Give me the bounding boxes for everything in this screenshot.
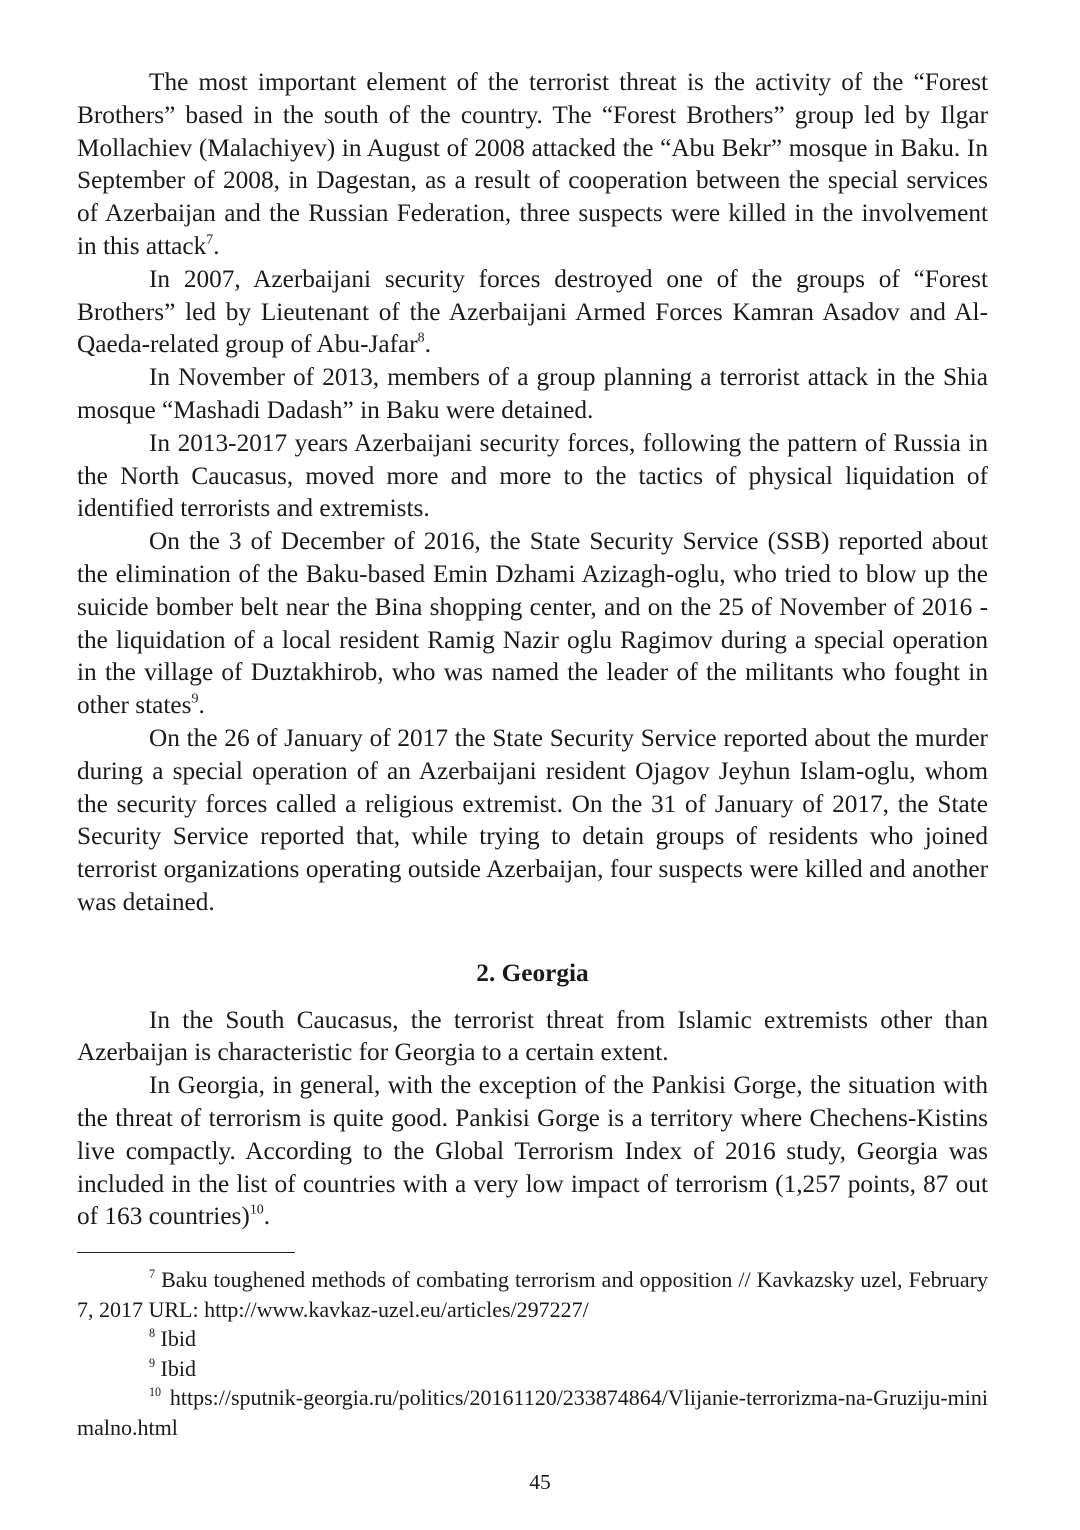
page-number: 45 xyxy=(529,1470,551,1494)
footnote-7 xyxy=(77,1265,988,1324)
footnote-number: 10 xyxy=(149,1384,162,1399)
paragraph-end: . xyxy=(424,330,431,359)
footnote-9 xyxy=(77,1354,988,1384)
paragraph-end: . xyxy=(213,231,220,260)
paragraph-6: On the 26 of January of 2017 the State Security Service reported about the murder during a special operation of an Azerbaijani resident Ojagov Jeyhun Islam-oglu, whom the security forces called a religious extremist. On the 31 of January of 2017, the State Security Service reported that, while trying to detain groups of residents who joined terrorist organizations operating outside Azerbaijan, four suspects were killed and another was detained. xyxy=(77,723,988,916)
footnote-number: 8 xyxy=(149,1325,156,1340)
paragraph-4: In 2013-2017 years Azerbaijani security forces, following the pattern of Russia in the North Caucasus, moved more and more to the tactics of physical liquidation of identified terrorists and extremists. xyxy=(77,428,988,523)
footnote-10 xyxy=(77,1383,988,1442)
paragraph-7: In the South Caucasus, the terrorist threat from Islamic extremists other than Azerbaijan is characteristic for Georgia to a certain extent. xyxy=(77,1005,988,1067)
footnote-8 xyxy=(77,1324,988,1354)
footnote-text: Ibid xyxy=(155,1326,196,1351)
footnote-separator xyxy=(77,1252,295,1253)
main-text xyxy=(77,66,988,1233)
paragraph-8 xyxy=(77,1069,988,1233)
paragraph-text: On the 3 of December of 2016, the State Security Service (SSB) reported about the elimination of the Baku-based Emin Dzhami Azizagh-oglu, who tried to blow up the suicide bomber belt near the Bina shopping center, and on the 25 of November of 2016 - the liquidation of a local resident Ramig Nazir oglu Ragimov during a special operation in the village of Duztakhirob, who was named the leader of the militants who fought in other states xyxy=(77,527,988,720)
paragraph-text: In 2007, Azerbaijani security forces destroyed one of the groups of “Forest Brothers” led by Lieutenant of the Azerbaijani Armed Forces Kamran Asadov and Al-Qaeda-related group of Abu-Jafar xyxy=(77,264,988,359)
paragraph-3: In November of 2013, members of a group planning a terrorist attack in the Shia mosque “Mashadi Dadash” in Baku were detained. xyxy=(77,363,988,424)
paragraph-text: In Georgia, in general, with the exception of the Pankisi Gorge, the situation with the threat of terrorism is quite good. Pankisi Gorge is a territory where Chechens-Kistins live compactly. According to the Global Terrorism Index of 2016 study, Georgia was included in the list of countries with a very low impact of terrorism (1,257 points, 87 out of 163 countries) xyxy=(77,1071,988,1231)
paragraph-2 xyxy=(77,263,988,361)
footnote-ref[interactable]: 10 xyxy=(249,1202,264,1218)
footnote-number: 7 xyxy=(149,1266,156,1281)
footnote-link[interactable]: https://sputnik-georgia.ru/politics/20161120/233874864/Vlijanie-terrorizma-na-Gruziju-minimalno.html xyxy=(77,1385,988,1440)
paragraph-5 xyxy=(77,525,988,722)
footnotes xyxy=(77,1265,988,1442)
footnote-text: Baku toughened methods of combating terrorism and opposition // Kavkazsky uzel, February 7, 2017 URL: http://www.kavkaz-uzel.eu/articles/297227/ xyxy=(77,1267,988,1322)
paragraph-text: The most important element of the terrorist threat is the activity of the “Forest Brothers” based in the south of the country. The “Forest Brothers” group led by Ilgar Mollachiev (Malachiyev) in August of 2008 attacked the “Abu Bekr” mosque in Baku. In September of 2008, in Dagestan, as a result of cooperation between the special services of Azerbaijan and the Russian Federation, three suspects were killed in the involvement in this attack xyxy=(77,68,988,260)
paragraph-1 xyxy=(77,66,988,263)
section-heading: 2. Georgia xyxy=(476,958,589,987)
footnote-number: 9 xyxy=(149,1355,156,1370)
footnote-ref[interactable]: 8 xyxy=(417,330,425,346)
footnote-text: Ibid xyxy=(155,1355,196,1381)
footnote-ref[interactable]: 7 xyxy=(206,232,214,248)
paragraph-end: . xyxy=(263,1202,271,1231)
paragraph-end: . xyxy=(198,691,205,720)
footnote-ref[interactable]: 9 xyxy=(191,691,199,707)
